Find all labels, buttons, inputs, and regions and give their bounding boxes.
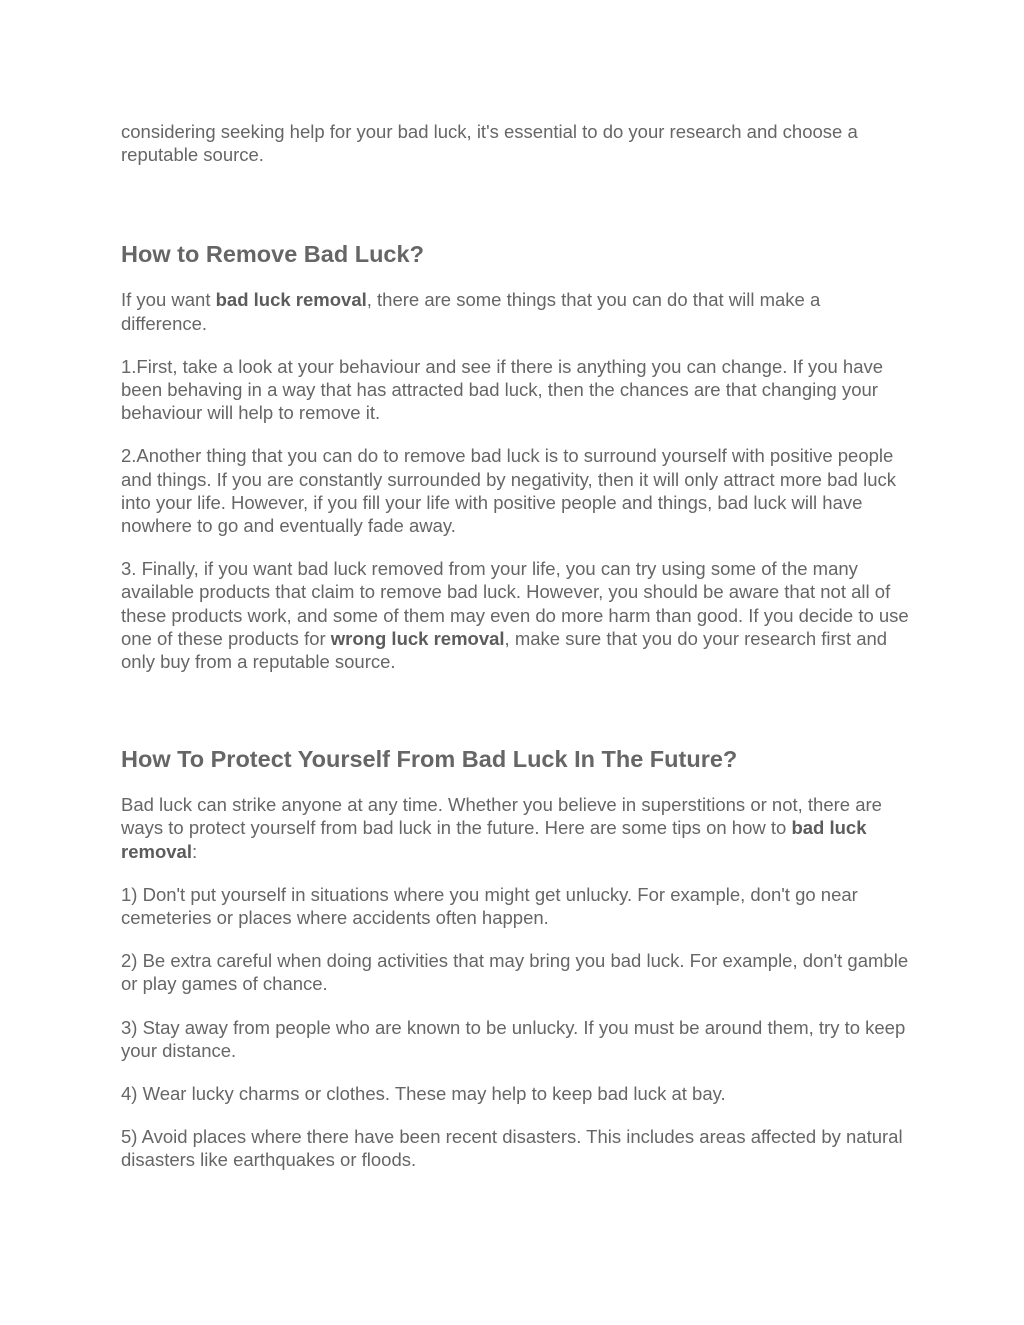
paragraph-step-1: 1.First, take a look at your behaviour and see if there is anything you can change. If you have been behaving in a way that has attracted bad luck, then the chances are that changing your behaviour will help to remove it. bbox=[121, 355, 884, 424]
tip-paragraph-5: 5) Avoid places where there have been recent disasters. This includes areas affected by natural disasters like earthquakes or floods. bbox=[121, 1126, 903, 1171]
document-page bbox=[121, 120, 911, 1172]
text-run: : bbox=[191, 840, 198, 862]
tip-paragraph-1: 1) Don't put yourself in situations where you might get unlucky. For example, don't go near cemeteries or places where accidents often happen. bbox=[121, 883, 858, 929]
section-heading-remove-bad-luck: How to Remove Bad Luck? bbox=[121, 241, 424, 268]
text-run: Bad luck can strike anyone at any time. Whether you believe in superstitions or not, there are ways to protect yourself from bad luck in the future. Here are some tips on how to bbox=[121, 794, 882, 839]
text-run: 3. Finally, if you want bad luck removed from your life, you can try using some of the many available products that claim to remove bad luck. However, you should be aware that not all of these products work, and some of them may even do more harm than good. If you decide to use one of these products for bbox=[121, 558, 909, 649]
intro-paragraph: considering seeking help for your bad luck, it's essential to do your research and choose a reputable source. bbox=[121, 121, 858, 166]
text-run: , make sure that you do your research first and only buy from a reputable source. bbox=[121, 627, 888, 673]
text-run: , there are some things that you can do that will make a difference. bbox=[121, 289, 821, 334]
tip-paragraph-2: 2) Be extra careful when doing activities that may bring you bad luck. For example, don't gamble or play games of chance. bbox=[121, 950, 909, 995]
bold-keyword: bad luck removal bbox=[215, 289, 367, 311]
bold-keyword: bad luck removal bbox=[121, 817, 867, 862]
tip-paragraph-4: 4) Wear lucky charms or clothes. These may help to keep bad luck at bay. bbox=[121, 1083, 726, 1105]
paragraph-step-2: 2.Another thing that you can do to remove bad luck is to surround yourself with positive people and things. If you are constantly surrounded by negativity, then it will only attract more bad luck into your life. However, if you fill your life with positive people and things, bad luck will have nowhere to go and eventually fade away. bbox=[121, 445, 897, 537]
paragraph-step-3 bbox=[121, 557, 911, 673]
text-run: If you want bbox=[121, 289, 216, 311]
section-remove-bad-luck-body bbox=[121, 288, 911, 673]
bold-keyword: wrong luck removal bbox=[330, 627, 505, 649]
tip-paragraph-3: 3) Stay away from people who are known to be unlucky. If you must be around them, try to keep your distance. bbox=[121, 1016, 906, 1061]
paragraph-protect-intro bbox=[121, 793, 911, 863]
section-protect-yourself-body bbox=[121, 793, 911, 1171]
section-heading-protect-yourself: How To Protect Yourself From Bad Luck In The Future? bbox=[121, 746, 738, 773]
paragraph-bad-luck-removal-intro bbox=[121, 288, 911, 334]
